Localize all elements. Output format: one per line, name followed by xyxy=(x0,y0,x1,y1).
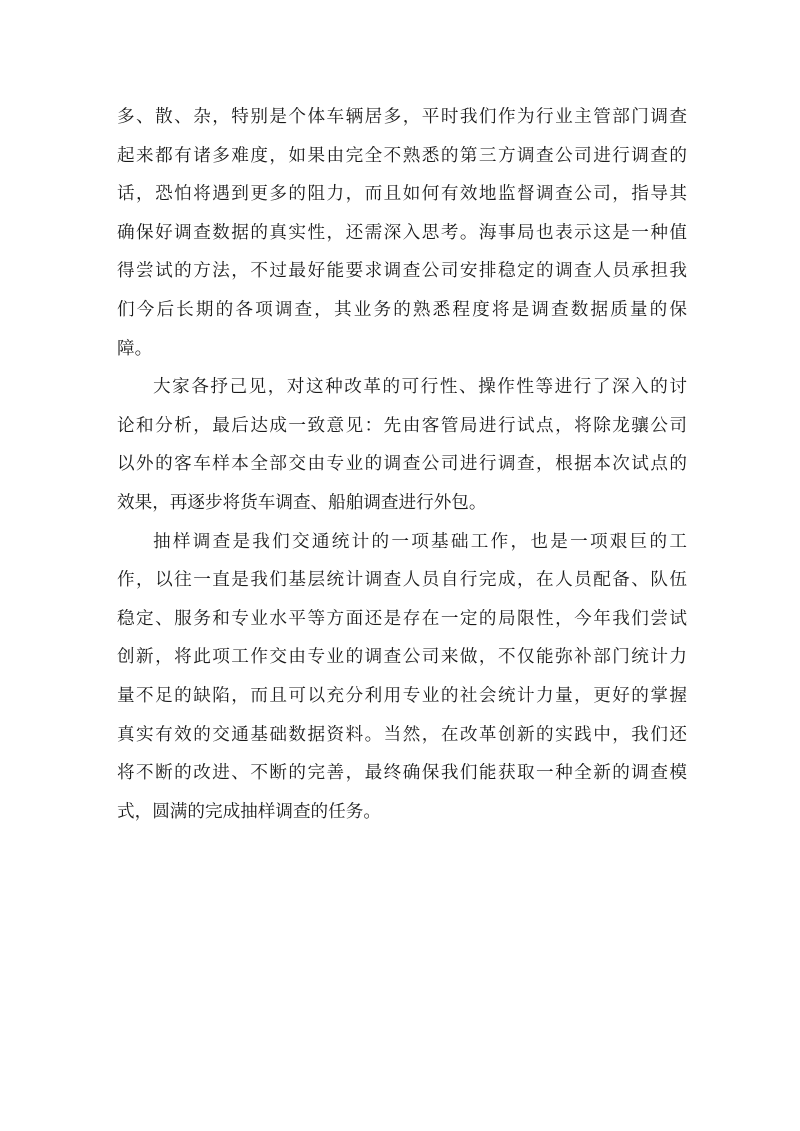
paragraph-1-line-1: 多、散、杂，特别是个体车辆居多，平时我们作为行业主管部门调查 xyxy=(117,107,687,127)
paragraph-1-line-2: 起来都有诸多难度，如果由完全不熟悉的第三方调查公司进行调查的 xyxy=(117,145,687,166)
paragraph-2-line-1: 大家各抒己见，对这种改革的可行性、操作性等进行了深入的讨 xyxy=(153,377,687,398)
paragraph-1-line-4: 确保好调查数据的真实性，还需深入思考。海事局也表示这是一种值 xyxy=(117,222,687,243)
paragraph-3-line-5: 量不足的缺陷，而且可以充分利用专业的社会统计力量，更好的掌握 xyxy=(117,685,687,706)
paragraph-3-line-3: 稳定、服务和专业水平等方面还是存在一定的局限性，今年我们尝试 xyxy=(117,608,687,629)
paragraph-3-line-8: 式，圆满的完成抽样调查的任务。 xyxy=(117,801,381,822)
paragraph-1-line-5: 得尝试的方法，不过最好能要求调查公司安排稳定的调查人员承担我 xyxy=(117,261,687,282)
paragraph-2-line-3: 以外的客车样本全部交由专业的调查公司进行调查，根据本次试点的 xyxy=(117,454,687,475)
paragraph-2-line-4: 效果，再逐步将货车调查、船舶调查进行外包。 xyxy=(117,492,487,513)
paragraph-3-line-2: 作，以往一直是我们基层统计调查人员自行完成，在人员配备、队伍 xyxy=(117,570,687,591)
paragraph-1-line-6: 们今后长期的各项调查，其业务的熟悉程度将是调查数据质量的保 xyxy=(117,299,687,320)
document-body xyxy=(117,98,687,831)
paragraph-3-line-7: 将不断的改进、不断的完善，最终确保我们能获取一种全新的调查模 xyxy=(117,763,687,784)
paragraph-3-line-6: 真实有效的交通基础数据资料。当然，在改革创新的实践中，我们还 xyxy=(117,724,687,745)
paragraph-1-line-3: 话，恐怕将遇到更多的阻力，而且如何有效地监督调查公司，指导其 xyxy=(117,184,687,205)
paragraph-3-line-1: 抽样调查是我们交通统计的一项基础工作，也是一项艰巨的工 xyxy=(153,531,687,552)
paragraph-1-line-7: 障。 xyxy=(117,338,153,359)
paragraph-2-line-2: 论和分析，最后达成一致意见：先由客管局进行试点，将除龙骧公司 xyxy=(117,415,687,436)
paragraph-3-line-4: 创新，将此项工作交由专业的调查公司来做，不仅能弥补部门统计力 xyxy=(117,647,687,668)
